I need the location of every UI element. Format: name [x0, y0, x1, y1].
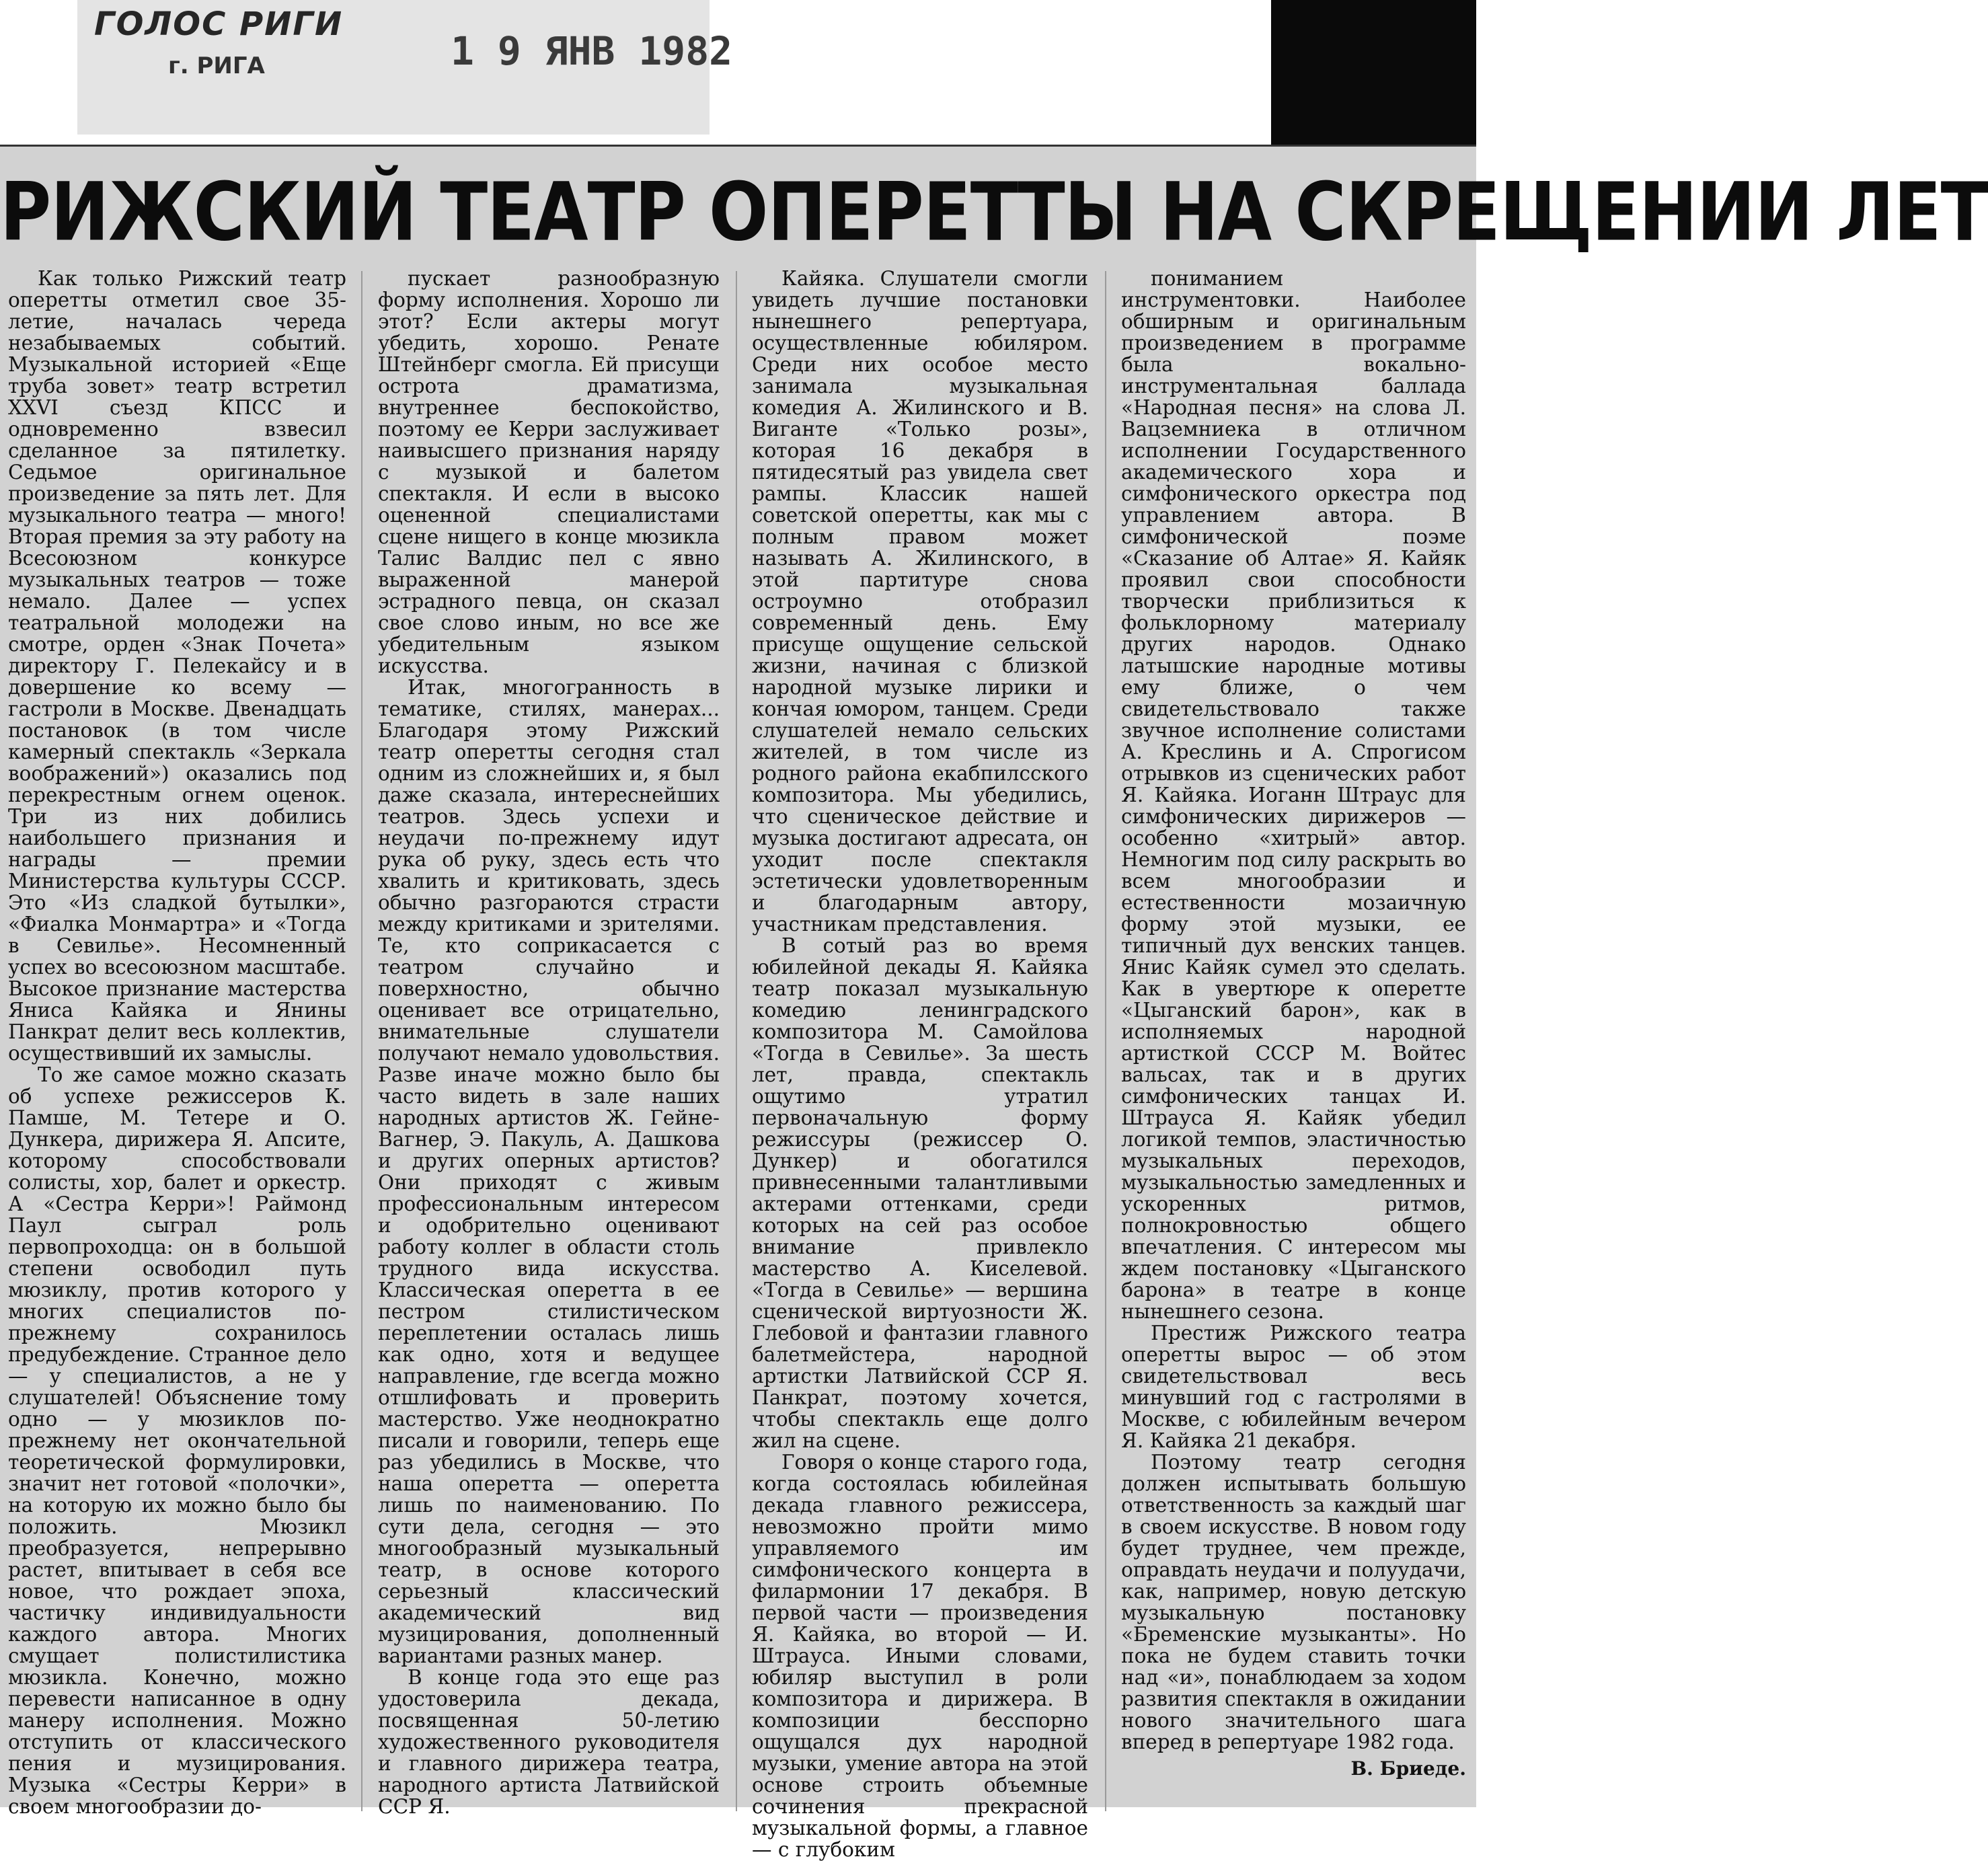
- newspaper-city: г. РИГА: [168, 52, 265, 79]
- paragraph: Итак, многогранность в тематике, стилях, манерах... Благодаря этому Рижский театр оперетты сегодня стал одним из сложнейших и, я был даже сказала, интереснейших театров. Здесь успехи и неудачи по-прежнему идут рука об руку, здесь есть что хвалить и критиковать, здесь обычно разгораются страсти между критиками и зрителями. Те, кто соприкасается с театром случайно и поверхностно, обычно оценивает все отрицательно, внимательные слушатели получают немало удовольствия. Разве иначе можно было бы часто видеть в зале наших народных артистов Ж. Гейне-Вагнер, Э. Пакуль, А. Дашкова и других оперных артистов? Они приходят с живым профессиональным интересом и одобрительно оценивают работу коллег в области столь трудного вида искусства. Классическая оперетта в ее пестром стилистическом переплетении осталась лишь как одно, хотя и ведущее направление, где всегда можно отшлифовать и проверить мастерство. Уже неоднократно писали и говорили, теперь еще раз убедились в Москве, что наша оперетта — оперетта лишь по наименованию. По сути дела, сегодня — это многообразный музыкальный театр, в основе которого серьезный классический академический вид музицирования, дополненный вариантами разных манер.: [378, 676, 720, 1667]
- newspaper-clipping: [0, 145, 1988, 1861]
- scan-background-corner: [1271, 0, 1476, 145]
- article-column-3: [752, 267, 1088, 1861]
- paragraph: пониманием инструментовки. Наиболее обширным и оригинальным произведением в программе была вокально-инструментальная баллада «Народная песня» на слова Л. Вацземниека в отличном исполнении Государственного академического хора и симфонического оркестра под управлением автора. В симфонической поэме «Сказание об Алтае» Я. Кайяк проявил свои способности творчески приблизиться к фольклорному материалу других народов. Однако латышские народные мотивы ему ближе, о чем свидетельствовало также звучное исполнение солистами А. Креслинь и А. Спрогисом отрывков из сценических работ Я. Кайяка. Иоганн Штраус для симфонических дирижеров — особенно «хитрый» автор. Немногим под силу раскрыть во всем многообразии и естественности мозаичную форму этой музыки, ее типичный дух венских танцев. Янис Кайяк сумел это сделать. Как в увертюре к оперетте «Цыганский барон», как в исполняемых народной артисткой СССР М. Войтес вальсах, так и в других симфонических танцах И. Штрауса Я. Кайяк убедил логикой темпов, эластичностью музыкальных переходов, музыкальностью замедленных и ускоренных ритмов, полнокровностью общего впечатления. С интересом мы ждем постановку «Цыганского барона» в театре в конце нынешнего сезона.: [1121, 267, 1466, 1323]
- column-divider: [361, 271, 362, 1811]
- stamp-date: 1 9 ЯНВ 1982: [451, 28, 733, 74]
- paragraph: пускает разнообразную форму исполнения. Хорошо ли этот? Если актеры могут убедить, хорошо. Ренате Штейнберг смогла. Ей присущи острота драматизма, внутреннее беспокойство, поэтому ее Керри заслуживает наивысшего признания наряду с музыкой и балетом спектакля. И если в высоко оцененной специалистами сцене нищего в конце мюзикла Талис Валдис пел с явно выраженной манерой эстрадного певца, он сказал свое слово иным, но все же убедительным языком искусства.: [378, 267, 720, 677]
- paragraph: Как только Рижский театр оперетты отметил свое 35-летие, началась череда незабываемых событий. Музыкальной историей «Еще труба зовет» театр встретил XXVI съезд КПСС и одновременно взвесил сделанное за пятилетку. Седьмое оригинальное произведение за пять лет. Для музыкального театра — много! Вторая премия за эту работу на Всесоюзном конкурсе музыкальных театров — тоже немало. Далее — успех театральной молодежи на смотре, орден «Знак Почета» директору Г. Пелекайсу и в довершение ко всему — гастроли в Москве. Двенадцать постановок (в том числе камерный спектакль «Зеркала воображений») оказались под перекрестным огнем оценок. Три из них добились наибольшего признания и награды — премии Министерства культуры СССР. Это «Из сладкой бутылки», «Фиалка Монмартра» и «Тогда в Севилье». Несомненный успех во всесоюзном масштабе. Высокое признание мастерства Яниса Кайяка и Янины Панкрат делит весь коллектив, осуществивший их замыслы.: [8, 267, 346, 1065]
- paragraph: Кайяка. Слушатели смогли увидеть лучшие постановки нынешнего репертуара, осуществленные юбиляром. Среди них особое место занимала музыкальная комедия А. Жилинского и В. Виганте «Только розы», которая 16 декабря в пятидесятый раз увидела свет рампы. Классик нашей советской оперетты, как мы с полным правом может называть А. Жилинского, в этой партитуре снова остроумно отобразил современный день. Ему присуще ощущение сельской жизни, начиная с близкой народной музыке лирики и кончая юмором, танцем. Среди слушателей немало сельских жителей, в том числе из родного района екабпилсского композитора. Мы убедились, что сценическое действие и музыка достигают адресата, он уходит после спектакля эстетически удовлетворенным и благодарным автору, участникам представления.: [752, 267, 1088, 936]
- column-divider: [1105, 271, 1106, 1811]
- paragraph: В сотый раз во время юбилейной декады Я. Кайяка театр показал музыкальную комедию ленинградского композитора М. Самойлова «Тогда в Севилье». За шесть лет, правда, спектакль ощутимо утратил первоначальную форму режиссуры (режиссер О. Дункер) и обогатился привнесенными талантливыми актерами оттенками, среди которых на сей раз особое внимание привлекло мастерство А. Киселевой. «Тогда в Севилье» — вершина сценической виртуозности Ж. Глебовой и фантазии главного балетмейстера, народной артистки Латвийской ССР Я. Панкрат, поэтому хочется, чтобы спектакль еще долго жил на сцене.: [752, 934, 1088, 1452]
- newspaper-name: ГОЛОС РИГИ: [94, 5, 344, 43]
- article-headline: РИЖСКИЙ ТЕАТР ОПЕРЕТТЫ НА СКРЕЩЕНИИ ЛЕТ: [0, 164, 1988, 260]
- paragraph: Престиж Рижского театра оперетты вырос — об этом свидетельствовал весь минувший год с гастролями в Москве, с юбилейным вечером Я. Кайяка 21 декабря.: [1121, 1322, 1466, 1452]
- paragraph: То же самое можно сказать об успехе режиссеров К. Памше, М. Тетере и О. Дункера, дирижера Я. Апсите, которому способствовали солисты, хор, балет и оркестр. А «Сестра Керри»! Раймонд Паул сыграл роль первопроходца: он в большой степени освободил путь мюзиклу, против которого у многих специалистов по-прежнему сохранилось предубеждение. Странное дело — у специалистов, а не у слушателей! Объяснение тому одно — у мюзиклов по-прежнему нет окончательной теоретической формулировки, значит нет готовой «полочки», на которую их можно было бы положить. Мюзикл преобразуется, непрерывно растет, впитывает в себя все новое, что рождает эпоха, частичку индивидуальности каждого автора. Многих смущает полистилистика мюзикла. Конечно, можно перевести написанное в одну манеру исполнения. Можно отступить от классического пения и музицирования. Музыка «Сестры Керри» в своем многообразии до-: [8, 1063, 346, 1818]
- article-column-1: [8, 267, 346, 1818]
- paragraph: Поэтому театр сегодня должен испытывать большую ответственность за каждый шаг в своем искусстве. В новом году будет труднее, чем прежде, оправдать неудачи и полуудачи, как, например, новую детскую музыкальную постановку «Бременские музыканты». Но пока не будем ставить точки над «и», понаблюдаем за ходом развития спектакля в ожидании нового значительного шага вперед в репертуаре 1982 года.: [1121, 1451, 1466, 1753]
- paragraph: В конце года это еще раз удостоверила декада, посвященная 50-летию художественного руководителя и главного дирижера театра, народного артиста Латвийской ССР Я.: [378, 1666, 720, 1818]
- author-signature: В. Бриеде.: [1350, 1757, 1466, 1780]
- paragraph: Говоря о конце старого года, когда состоялась юбилейная декада главного режиссера, невозможно пройти мимо управляемого им симфонического концерта в филармонии 17 декабря. В первой части — произведения Я. Кайяка, во второй — И. Штрауса. Иными словами, юбиляр выступил в роли композитора и дирижера. В композиции бесспорно ощущался дух народной музыки, умение автора на этой основе строить объемные сочинения прекрасной музыкальной формы, а главное — с глубоким: [752, 1451, 1088, 1861]
- article-column-4: [1121, 268, 1466, 1815]
- article-column-2: [378, 267, 720, 1818]
- column-divider: [736, 271, 737, 1811]
